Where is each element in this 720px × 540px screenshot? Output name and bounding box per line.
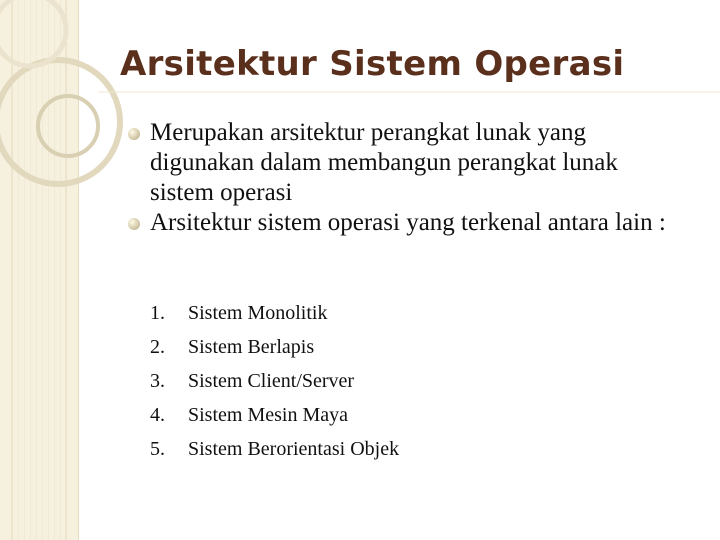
list-text: Sistem Mesin Maya: [188, 404, 348, 426]
list-text: Sistem Berorientasi Objek: [188, 438, 400, 460]
bullet-text: Merupakan arsitektur perangkat lunak yang digunakan dalam membangun perangkat lunak sistem operasi: [150, 119, 618, 206]
list-item: [150, 364, 399, 398]
list-number: 1.: [150, 302, 165, 324]
bullet-icon: [128, 128, 140, 140]
bullet-icon: [128, 218, 140, 230]
list-item: [150, 296, 399, 330]
list-number: 3.: [150, 370, 165, 392]
decorative-ring-top: [0, 0, 66, 66]
list-number: 4.: [150, 404, 165, 426]
bullet-item: [128, 208, 688, 238]
slide-title: Arsitektur Sistem Operasi: [120, 44, 625, 84]
numbered-list: [150, 296, 399, 466]
bullet-text: Arsitektur sistem operasi yang terkenal antara lain :: [150, 209, 666, 236]
list-text: Sistem Client/Server: [188, 370, 355, 392]
list-text: Sistem Monolitik: [188, 302, 328, 324]
bullet-item: [128, 118, 688, 208]
bullet-list: [128, 118, 688, 238]
list-number: 2.: [150, 336, 165, 358]
list-text: Sistem Berlapis: [188, 336, 315, 358]
list-number: 5.: [150, 438, 165, 460]
decorative-ring-small: [38, 96, 98, 156]
list-item: [150, 398, 399, 432]
list-item: [150, 330, 399, 364]
list-item: [150, 432, 399, 466]
decorative-ring-large: [0, 60, 120, 184]
